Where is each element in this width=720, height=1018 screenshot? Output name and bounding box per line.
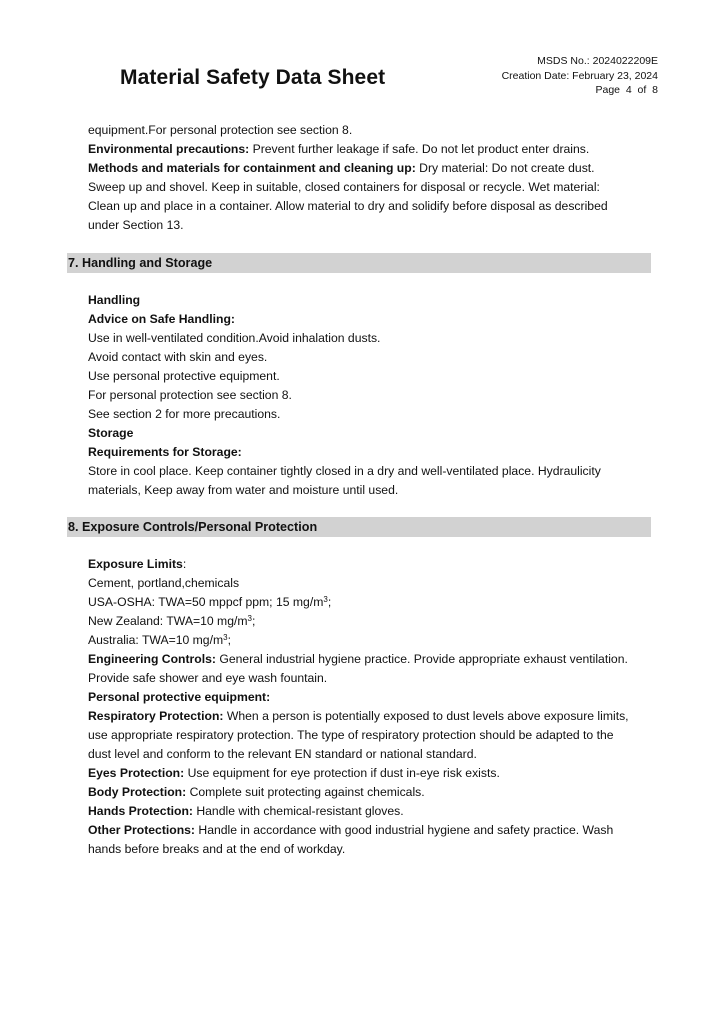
limit-usa-text: USA-OSHA: TWA=50 mppcf ppm; 15 mg/m bbox=[88, 595, 324, 609]
other-protections-text: Handle in accordance with good industrial hygiene and safety practice. Wash bbox=[195, 823, 614, 837]
respiratory-protection-line: dust level and conform to the relevant EN standard or national standard. bbox=[88, 747, 477, 761]
safe-handling-heading: Advice on Safe Handling: bbox=[88, 312, 235, 326]
section-7-heading: 7. Handling and Storage bbox=[67, 253, 651, 273]
hands-protection-text: Handle with chemical-resistant gloves. bbox=[192, 804, 404, 818]
exposure-limits-colon: : bbox=[182, 557, 187, 571]
eyes-protection-label: Eyes Protection: bbox=[88, 766, 185, 780]
environmental-precautions bbox=[88, 140, 655, 159]
containment-methods-label: Methods and materials for containment and cleaning up: bbox=[88, 161, 416, 175]
msds-number: MSDS No.: 2024022209E bbox=[537, 55, 658, 67]
page-of: of bbox=[637, 84, 647, 96]
limit-usa bbox=[88, 593, 655, 612]
engineering-controls-label: Engineering Controls: bbox=[88, 652, 216, 666]
storage-requirements-line: materials, Keep away from water and moisture until used. bbox=[88, 483, 399, 497]
other-protections-line: hands before breaks and at the end of workday. bbox=[88, 842, 346, 856]
respiratory-protection-label: Respiratory Protection: bbox=[88, 709, 224, 723]
respiratory-protection bbox=[88, 707, 655, 726]
limit-australia-text: Australia: TWA=10 mg/m bbox=[88, 633, 224, 647]
continued-line: equipment.For personal protection see section 8. bbox=[88, 123, 353, 137]
containment-methods-line: Clean up and place in a container. Allow material to dry and solidify before disposal as described bbox=[88, 199, 608, 213]
page-total: 8 bbox=[652, 84, 658, 96]
exposure-limits-heading bbox=[88, 555, 655, 574]
storage-requirements-heading: Requirements for Storage: bbox=[88, 445, 242, 459]
body-protection bbox=[88, 783, 655, 802]
respiratory-protection-text: When a person is potentially exposed to dust levels above exposure limits, bbox=[223, 709, 629, 723]
storage-heading: Storage bbox=[88, 426, 134, 440]
containment-methods-line: under Section 13. bbox=[88, 218, 184, 232]
safe-handling-line: Use personal protective equipment. bbox=[88, 369, 280, 383]
containment-methods-line: Sweep up and shovel. Keep in suitable, closed containers for disposal or recycle. Wet material: bbox=[88, 180, 600, 194]
page-indicator bbox=[502, 83, 658, 98]
limit-new-zealand-end: ; bbox=[251, 614, 256, 628]
containment-methods-text: Dry material: Do not create dust. bbox=[415, 161, 595, 175]
other-protections-label: Other Protections: bbox=[88, 823, 195, 837]
storage-requirements-line: Store in cool place. Keep container tightly closed in a dry and well-ventilated place. Hydraulicity bbox=[88, 464, 601, 478]
section-8-body bbox=[88, 555, 655, 859]
safe-handling-line: See section 2 for more precautions. bbox=[88, 407, 281, 421]
document-title: Material Safety Data Sheet bbox=[120, 66, 386, 89]
limit-australia-end: ; bbox=[227, 633, 231, 647]
body-protection-text: Complete suit protecting against chemicals. bbox=[186, 785, 425, 799]
limit-usa-exponent: 3 bbox=[323, 595, 328, 604]
page-current: 4 bbox=[625, 84, 632, 96]
body-protection-label: Body Protection: bbox=[88, 785, 187, 799]
limit-new-zealand bbox=[88, 612, 655, 631]
other-protections bbox=[88, 821, 655, 840]
exposure-limits-label: Exposure Limits bbox=[88, 557, 183, 571]
limit-australia-exponent: 3 bbox=[223, 633, 228, 642]
safe-handling-line: Use in well-ventilated condition.Avoid inhalation dusts. bbox=[88, 331, 381, 345]
substance-name: Cement, portland,chemicals bbox=[88, 576, 240, 590]
engineering-controls bbox=[88, 650, 655, 669]
hands-protection bbox=[88, 802, 655, 821]
limit-new-zealand-text: New Zealand: TWA=10 mg/m bbox=[88, 614, 248, 628]
eyes-protection bbox=[88, 764, 655, 783]
page-label: Page bbox=[595, 84, 621, 96]
continued-section bbox=[88, 121, 655, 235]
section-7-body bbox=[88, 291, 655, 500]
limit-usa-end: ; bbox=[327, 595, 332, 609]
engineering-controls-text: General industrial hygiene practice. Provide appropriate exhaust ventilation. bbox=[215, 652, 628, 666]
containment-methods bbox=[88, 159, 655, 178]
creation-date: Creation Date: February 23, 2024 bbox=[501, 69, 658, 82]
respiratory-protection-line: use appropriate respiratory protection. The type of respiratory protection should be adapted to the bbox=[88, 728, 614, 742]
eyes-protection-text: Use equipment for eye protection if dust in-eye risk exists. bbox=[184, 766, 500, 780]
handling-heading: Handling bbox=[88, 293, 141, 307]
safe-handling-line: Avoid contact with skin and eyes. bbox=[88, 350, 268, 364]
ppe-heading: Personal protective equipment: bbox=[88, 690, 271, 704]
limit-new-zealand-exponent: 3 bbox=[247, 614, 252, 623]
hands-protection-label: Hands Protection: bbox=[88, 804, 193, 818]
limit-australia bbox=[88, 631, 655, 650]
safe-handling-line: For personal protection see section 8. bbox=[88, 388, 292, 402]
document-meta bbox=[502, 54, 658, 98]
environmental-precautions-text: Prevent further leakage if safe. Do not let product enter drains. bbox=[249, 142, 590, 156]
engineering-controls-line: Provide safe shower and eye wash fountain. bbox=[88, 671, 328, 685]
section-8-heading: 8. Exposure Controls/Personal Protection bbox=[67, 517, 651, 537]
environmental-precautions-label: Environmental precautions: bbox=[88, 142, 250, 156]
